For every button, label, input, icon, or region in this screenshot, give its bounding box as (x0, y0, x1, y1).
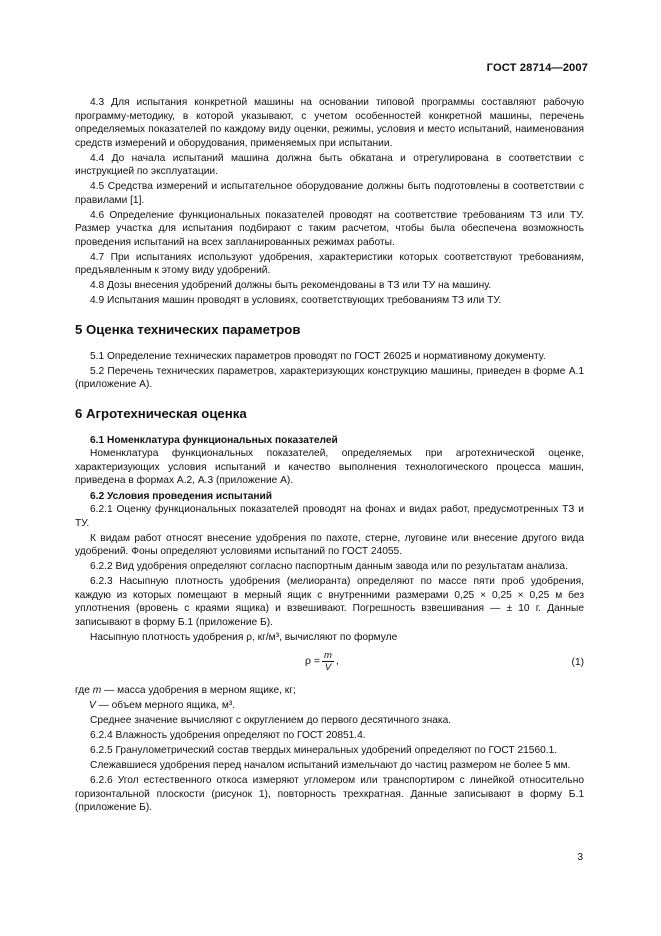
page-number: 3 (577, 852, 583, 863)
paragraph-6-2-6: 6.2.6 Угол естественного откоса измеряют угломером или транспортиром с линейкой относительно горизонтальной плоскости (рисунок 1), повторность трехкратная. Данные записывают в форму Б.1 (приложение Б). (75, 775, 584, 813)
formula-denominator: V (324, 662, 332, 673)
section-5-heading: 5 Оценка технических параметров (75, 321, 301, 337)
paragraph-4-3: 4.3 Для испытания конкретной машины на основании типовой программы составляют рабочую программу-методику, в которой указывают, с учетом особенностей конкретной машины, перечень определяемых показателей по каждому виду оценки, режимы, условия и место испытаний, наименования средств измерений и оборудования, применяемых при испытании. (75, 97, 584, 149)
paragraph-5-2: 5.2 Перечень технических параметров, характеризующих конструкцию машины, приведен в форме А.1 (приложение А). (75, 365, 584, 390)
where-v (75, 699, 584, 713)
paragraph-4-7: 4.7 При испытаниях используют удобрения, характеристики которых соответствуют требованиям, предъявленным к этому виду удобрений. (75, 251, 584, 276)
paragraph-6-1: Номенклатура функциональных показателей, определяемых при агротехнической оценке, характеризующих условия испытаний и качество выполнения технологического процесса машин, приведена в формах А.2, А.3 (приложение А). (75, 448, 584, 486)
standard-id: ГОСТ 28714—2007 (486, 62, 588, 74)
where-m-text: — масса удобрения в мерном ящике, кг; (101, 685, 296, 696)
paragraph-average: Среднее значение вычисляют с округлением до первого десятичного знака. (90, 715, 452, 726)
paragraph-4-9: 4.9 Испытания машин проводят в условиях, соответствующих требованиям ТЗ или ТУ. (90, 295, 502, 306)
paragraph-4-8: 4.8 Дозы внесения удобрений должны быть рекомендованы в ТЗ или ТУ на машину. (90, 280, 492, 291)
paragraph-6-2-1-cont: К видам работ относят внесение удобрения по пахоте, стерне, луговине или внесение другого вида удобрений. Фоны определяют условиями испытаний по ГОСТ 24055. (75, 532, 584, 557)
paragraph-6-2-2: 6.2.2 Вид удобрения определяют согласно паспортным данным завода или по результатам анализа. (90, 561, 568, 572)
var-v: V (89, 700, 96, 711)
paragraph-6-2-3-cont: Насыпную плотность удобрения ρ, кг/м³, вычисляют по формуле (90, 631, 398, 643)
section-6-heading: 6 Агротехническая оценка (75, 405, 247, 421)
paragraph-6-2-5: 6.2.5 Гранулометрический состав твердых минеральных удобрений определяют по ГОСТ 21560.1. (90, 745, 558, 756)
paragraph-6-2-4: 6.2.4 Влажность удобрения определяют по ГОСТ 20851.4. (90, 730, 366, 741)
formula-fraction (322, 650, 334, 673)
paragraph-6-2-1: 6.2.1 Оценку функциональных показателей проводят на фонах и видах работ, предусмотренных ТЗ и ТУ. (75, 504, 584, 529)
density-formula (305, 650, 339, 673)
equation-number: (1) (571, 657, 584, 668)
paragraph-6-2-5-cont: Слежавшиеся удобрения перед началом испытаний измельчают до частиц размером не более 5 мм. (90, 760, 571, 771)
paragraph-5-1: 5.1 Определение технических параметров проводят по ГОСТ 26025 и нормативному документу. (90, 350, 546, 362)
subsection-6-2-heading: 6.2 Условия проведения испытаний (90, 490, 273, 502)
where-intro: где (75, 685, 90, 696)
subsection-6-1-heading: 6.1 Номенклатура функциональных показателей (90, 434, 338, 446)
formula-1 (75, 648, 584, 682)
formula-numerator: m (324, 650, 332, 661)
formula-tail: , (335, 654, 339, 667)
page-content (75, 96, 584, 815)
paragraph-4-4: 4.4 До начала испытаний машина должна быть обкатана и отрегулирована в соответствии с инструкцией по эксплуатации. (75, 152, 584, 177)
paragraph-6-2-3: 6.2.3 Насыпную плотность удобрения (мелиоранта) определяют по массе пяти проб удобрения, каждую из которых помещают в мерный ящик с внутренними размерами 0,25 × 0,25 × 0,25 м без уплотнения (вровень с краями ящика) и взвешивают. Погрешность взвешивания — ± 10 г. Данные записывают в форму Б.1 (приложение Б). (75, 576, 584, 628)
paragraph-4-5: 4.5 Средства измерений и испытательное оборудование должны быть подготовлены в соответствии с правилами [1]. (75, 181, 584, 206)
formula-lhs: ρ = (305, 654, 321, 667)
var-m: m (92, 685, 102, 696)
paragraph-4-6: 4.6 Определение функциональных показателей проводят на соответствие требованиям ТЗ или ТУ. Размер участка для испытания подбирают с таким расчетом, чтобы была обеспечена возможность проведения испытаний на всех запланированных режимах работы. (75, 209, 584, 248)
where-m (75, 684, 584, 698)
where-v-text: — объем мерного ящика, м³. (95, 700, 236, 711)
